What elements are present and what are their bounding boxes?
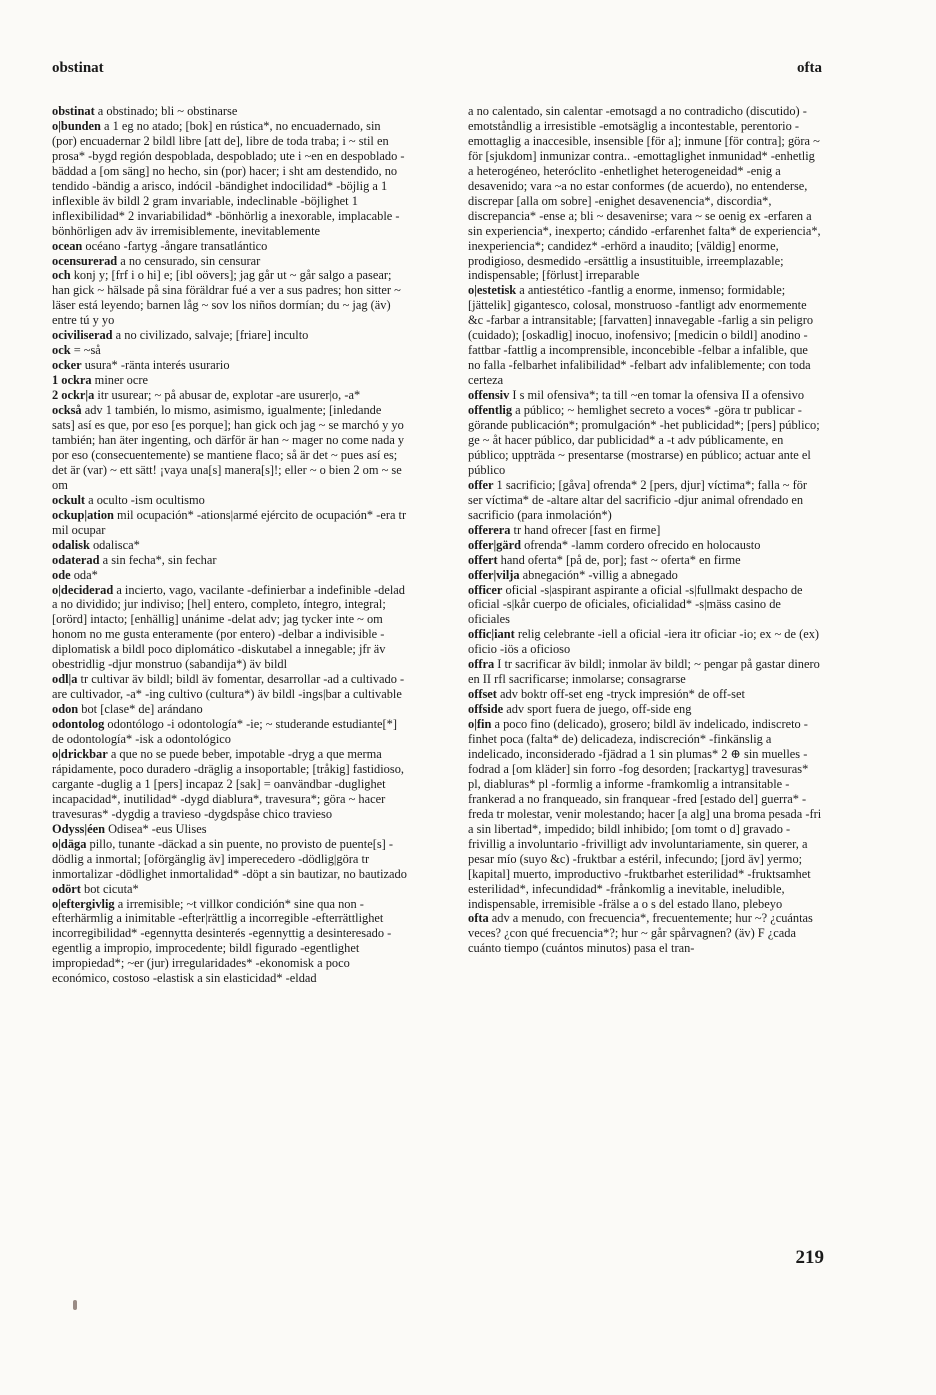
- dictionary-entry: [52, 119, 407, 239]
- dictionary-entry: [52, 358, 407, 373]
- entry-definition: tr cultivar äv bildl; bildl äv fomentar, desarrollar -ad a cultivado -are cultivador, -a* -ing cultivo (cultura*) äv bildl -ings|bar a cultivable: [52, 672, 405, 702]
- entry-definition: ofrenda* -lamm cordero ofrecido en holocausto: [520, 537, 761, 552]
- entry-definition: tr hand ofrecer [fast en firme]: [510, 522, 661, 537]
- entry-definition: a 1 eg no atado; [bok] en rústica*, no encuadernado, sin (por) encuadernar 2 bildl libre [att de], libre de toda traba; i ~ stil en prosa* -bygd región despoblada, despoblado; ute i ~en en despoblado -bäddad a [om säng] no hecho, sin (por) hacer; i sht am destendido, no tendido -bändig a arisco, indócil -bändighet indocilidad* -böjlig a 1 inflexible äv bildl 2 gram invariable, indeclinable -böjlighet 1 inflexibilidad* 2 invariabilidad* -bönhörlig a inexorable, implacable -bönhörligen adv äv irremisiblemente, inevitablemente: [52, 118, 405, 238]
- dictionary-entry: [468, 104, 823, 283]
- entry-headword: o|fin: [468, 717, 492, 732]
- entry-definition: a público; ~ hemlighet secreto a voces* -göra tr publicar -görande publicación*; promulgación* -het publicidad*; [pers] público; ge ~ åt hacer público, dar publicidad* a -t adv públicamente, en público; uppträda ~ presentarse (mostrarse) en público; actuar ante el público: [468, 403, 820, 477]
- entry-definition: miner ocre: [91, 373, 148, 388]
- dictionary-entry: [468, 538, 823, 553]
- dictionary-entry: [468, 403, 823, 478]
- entry-definition: I tr sacrificar äv bildl; inmolar äv bildl; ~ pengar på gastar dinero en II rfl sacrificarse; inmolarse; consagrarse: [468, 657, 820, 687]
- entry-headword: odört: [52, 881, 81, 896]
- entry-headword: offerera: [468, 522, 511, 537]
- dictionary-entry: [52, 897, 407, 987]
- dictionary-entry: [468, 388, 823, 403]
- entry-definition: itr usurear; ~ på abusar de, explotar -are usurer|o, -a*: [94, 388, 361, 403]
- dictionary-entry: [52, 254, 407, 269]
- dictionary-entry: [52, 747, 407, 822]
- entry-headword: ociviliserad: [52, 328, 113, 343]
- entry-headword: ockult: [52, 492, 86, 507]
- entry-definition: adv sport fuera de juego, off-side eng: [503, 702, 692, 717]
- entry-headword: Odyss|éen: [52, 821, 105, 836]
- dictionary-entry: [468, 657, 823, 687]
- entry-headword: ocker: [52, 358, 82, 373]
- dictionary-entry: [52, 268, 407, 328]
- entry-definition: adv boktr off-set eng -tryck impresión* de off-set: [496, 687, 745, 702]
- dictionary-entry: [52, 882, 407, 897]
- entry-definition: usura* -ränta interés usurario: [81, 358, 230, 373]
- entry-headword: ocean: [52, 238, 83, 253]
- entry-headword: odon: [52, 702, 79, 717]
- entry-headword: obstinat: [52, 104, 95, 118]
- entry-definition: adv a menudo, con frecuencia*, frecuentemente; hur ~? ¿cuántas veces? ¿con qué frecuencia*?; hur ~ går spårvagnen? (äv) F ¿cada cuánto tiempo (cuántos minutos) pasa el tran-: [468, 911, 813, 956]
- entry-headword: offset: [468, 687, 497, 702]
- dictionary-entry: [52, 403, 407, 493]
- dictionary-entry: [52, 568, 407, 583]
- dictionary-entry: [52, 343, 407, 358]
- entry-headword: o|eftergivlig: [52, 896, 115, 911]
- entry-definition: odalisca*: [89, 537, 140, 552]
- entry-headword: offensiv: [468, 388, 510, 403]
- entry-definition: a poco fino (delicado), grosero; bildl äv indelicado, indiscreto -finhet poca (falta* de) delicadeza, indiscreción* -finkänslig a indelicado, inconsiderado -fjädrad a 1 sin plumas* 2 ⊕ sin muelles -fodrad a [om kläder] sin forro -fog desorden; [rackartyg] travesuras* pl, diabluras* pl -formlig a informe -framkomlig a intransitable -frankerad a no franqueado, sin franquear -fred [estado del] guerra* -freda tr molestar, venir molestando; hacer [a alg] una broma pesada -fri a sin libertad*, impedido; bildl inhibido; [om tomt o d] gravado -frivillig a involuntario -frivilligt adv involuntariamente, sin querer, a pesar mío (suyo &c) -fruktbar a estéril, infecundo; [jord äv] yermo; [kapital] muerto, improductivo -fruktbarhet esterilidad* -fruktsamhet esterilidad*, infecundidad* -frånkomlig a inevitable, ineludible, indispensable, irremisible -frälse a o s del estado llano, plebeyo: [468, 717, 822, 911]
- dictionary-entry: [52, 702, 407, 717]
- left-column: [52, 104, 407, 986]
- entry-headword: odalisk: [52, 537, 90, 552]
- dictionary-entry: [52, 672, 407, 702]
- entry-definition: abnegación* -villig a abnegado: [519, 567, 678, 582]
- dictionary-entry: [52, 538, 407, 553]
- entry-headword: ock: [52, 343, 71, 358]
- entry-definition: oficial -s|aspirant aspirante a oficial -s|fullmakt despacho de oficial -s|kår cuerpo de oficiales, oficialidad* -s|mäss casino de oficiales: [468, 582, 803, 627]
- entry-definition: konj y; [frf i o hi] e; [ibl oövers]; jag går ut ~ går salgo a pasear; han gick ~ hälsade på sina föräldrar fué a ver a sus padres; hon sitter ~ läser está leyendo; barnen låg ~ sov los niños dormían; du ~ jag (äv) entre tú y yo: [52, 268, 401, 328]
- entry-definition: a oculto -ism ocultismo: [85, 492, 205, 507]
- entry-headword: odontolog: [52, 717, 105, 732]
- entry-headword: ofta: [468, 911, 489, 926]
- entry-definition: odontólogo -i odontología* -ie; ~ studerande estudiante[*] de odontología* -isk a odontológico: [52, 717, 397, 747]
- dictionary-entry: [468, 553, 823, 568]
- entry-headword: o|däga: [52, 836, 87, 851]
- entry-headword: och: [52, 268, 71, 283]
- entry-definition: hand oferta* [på de, por]; fast ~ oferta* en firme: [497, 552, 741, 567]
- paper-mark: [73, 1300, 77, 1310]
- entry-headword: offert: [468, 552, 498, 567]
- entry-definition: bot cicuta*: [80, 881, 139, 896]
- dictionary-entry: [468, 478, 823, 523]
- entry-headword: offer: [468, 477, 494, 492]
- dictionary-entry: [468, 283, 823, 388]
- entry-definition: mil ocupación* -ations|armé ejército de ocupación* -era tr mil ocupar: [52, 507, 407, 537]
- entry-headword: 2 ockr|a: [52, 388, 95, 403]
- dictionary-entry: [52, 837, 407, 882]
- dictionary-entry: [52, 388, 407, 403]
- dictionary-entry: [52, 104, 407, 119]
- entry-headword: offra: [468, 657, 495, 672]
- entry-headword: offside: [468, 702, 504, 717]
- entry-definition: pillo, tunante -däckad a sin puente, no provisto de puente[s] -dödlig a inmortal; [oförgänglig äv] imperecedero -dödlig|göra tr inmortalizar -dödlighet inmortalidad* -döpt a sin bautizar, no bautizado: [52, 836, 407, 881]
- running-head-right: ofta: [797, 60, 822, 76]
- entry-definition: a obstinado; bli ~ obstinarse: [94, 104, 238, 118]
- dictionary-entry: [468, 523, 823, 538]
- dictionary-entry: [52, 493, 407, 508]
- dictionary-entry: [468, 583, 823, 628]
- entry-definition: a que no se puede beber, impotable -dryg a que merma rápidamente, poco duradero -dräglig a insoportable; [tråkig] fastidioso, cargante -duglig a 1 [pers] incapaz 2 [sak] = oanvändbar -duglighet incapacidad*, inutilidad* -dygd diablura*, travesura*; göra ~ hacer travesuras* -dygdig a travieso -dygdspåse chico travieso: [52, 746, 404, 821]
- entry-headword: o|estetisk: [468, 283, 517, 298]
- entry-headword: offer|gärd: [468, 537, 521, 552]
- dictionary-entry: [52, 373, 407, 388]
- dictionary-entry: [52, 328, 407, 343]
- right-column: [468, 104, 823, 956]
- entry-definition: 1 sacrificio; [gåva] ofrenda* 2 [pers, djur] víctima*; falla ~ för ser víctima* de -altare altar del sacrificio -djur animal ofrendado en sacrificio (para inmolación*): [468, 477, 808, 522]
- entry-definition: relig celebrante -iell a oficial -iera itr oficiar -io; ex ~ de (ex) oficio -iös a oficioso: [468, 627, 820, 657]
- entry-definition: a sin fecha*, sin fechar: [99, 552, 217, 567]
- dictionary-entry: [468, 568, 823, 583]
- entry-headword: odl|a: [52, 672, 78, 687]
- dictionary-entry: [52, 822, 407, 837]
- dictionary-entry: [52, 553, 407, 568]
- entry-definition: oda*: [70, 567, 98, 582]
- entry-headword: ocensurerad: [52, 253, 118, 268]
- entry-headword: o|drickbar: [52, 746, 108, 761]
- entry-headword: också: [52, 403, 82, 418]
- dictionary-entry: [468, 911, 823, 956]
- entry-definition: a incierto, vago, vacilante -definierbar a indefinible -delad a no dividido; jur indiviso; [hel] entero, completo, íntegro, integral; [orörd] intacto; [enhällig] unánime -delat adv; jag tycker inte ~ om honom no me gusta enteramente (por entero) -delbar a indivisible -diplomatisk a bildl poco diplomático -diskutabel a innegable; jfr äv obestridlig -djur monstruo (sabandija*) äv bildl: [52, 582, 405, 672]
- entry-definition: océano -fartyg -ångare transatlántico: [82, 238, 268, 253]
- dictionary-entry: [468, 717, 823, 911]
- entry-headword: ockup|ation: [52, 507, 114, 522]
- entry-definition: a no censurado, sin censurar: [117, 253, 261, 268]
- entry-definition: bot [clase* de] arándano: [78, 702, 203, 717]
- page-number: 219: [795, 1247, 824, 1268]
- dictionary-entry: [468, 702, 823, 717]
- dictionary-entry: [52, 583, 407, 673]
- entry-definition: I s mil ofensiva*; ta till ~en tomar la ofensiva II a ofensivo: [509, 388, 805, 403]
- entry-definition: adv 1 también, lo mismo, asimismo, igualmente; [inledande sats] así es que, por eso [es porque]; han gick och jag ~ se marchó y yo también; han äter ingenting, och därför är han ~ mager no come nada y por eso (consecuentemente) se mantiene flaco; så är det ~ pues así es; det är (var) ~ ett sätt! ¡vaya una[s] manera[s]!; eller ~ o bien 2 om ~ se om: [52, 403, 405, 492]
- entry-headword: officer: [468, 582, 503, 597]
- entry-definition: a irremisible; ~t villkor condición* sine qua non -efterhärmlig a inimitable -efter|rättlig a incorregible -efterrättlighet incorregibilidad* -egennytta desinterés -egennyttig a desinteresado -egentlig a impropio, improcedente; bildl figurado -egentlighet impropiedad*; ~er (jur) irregularidades* -ekonomisk a poco económico, costoso -elastisk a sin elasticidad* -eldad: [52, 896, 392, 986]
- entry-definition: Odisea* -eus Ulises: [105, 821, 207, 836]
- entry-headword: offer|vilja: [468, 567, 520, 582]
- dictionary-entry: [468, 627, 823, 657]
- dictionary-entry: [468, 687, 823, 702]
- entry-headword: offentlig: [468, 403, 513, 418]
- entry-definition: a antiestético -fantlig a enorme, inmenso; formidable; [jättelik] gigantesco, colosal, monstruoso -fantligt adv enormemente &c -farbar a intransitable; [farvatten] innavegable -farlig a sin peligro (cuidado); [oskadlig] inocuo, inofensivo; [medicin o bildl] anodino -fattbar -fattlig a incomprensible, inconcebible -felbar a infalible, que no falla -felbarhet infalibilidad* -felbart adv infaliblemente; con toda certeza: [468, 283, 814, 388]
- entry-headword: o|bunden: [52, 118, 101, 133]
- entry-headword: ode: [52, 567, 71, 582]
- dictionary-entry: [52, 508, 407, 538]
- entry-definition: = ~så: [70, 343, 101, 358]
- entry-headword: offic|iant: [468, 627, 515, 642]
- entry-definition: a no calentado, sin calentar -emotsagd a no contradicho (discutido) -emotståndlig a irresistible -emotsäglig a incontestable, perentorio -emottaglig a inaccesible, insensible [för a]; inmune [för contra]; göra ~ för [sjukdom] inmunizar contra.. -emottaglighet inmunidad* -enhetlig a heterogéneo, heteróclito -enhetlighet heterogeneidad* -enig a desavenido; vara ~a no estar conformes (de acuerdo), no entenderse, discrepar [alla om sobre] -enighet desavenencia*, discordia*, discrepancia* -ense a; bli ~ desavenirse; vara ~ se oenig ex -erfaren a sin experiencia*, inexperto; cándido -erfarenhet falta* de experiencia*, inexperiencia*; candidez* -erhörd a inaudito; [väldig] enorme, prodigioso, desmedido -ersättlig a insustituible, irreemplazable; indispensable; [förlust] irreparable: [468, 104, 821, 283]
- dictionary-entry: [52, 717, 407, 747]
- entry-headword: o|deciderad: [52, 582, 114, 597]
- running-head-left: obstinat: [52, 60, 104, 76]
- entry-headword: odaterad: [52, 552, 100, 567]
- entry-definition: a no civilizado, salvaje; [friare] inculto: [112, 328, 309, 343]
- entry-headword: 1 ockra: [52, 373, 92, 388]
- dictionary-entry: [52, 239, 407, 254]
